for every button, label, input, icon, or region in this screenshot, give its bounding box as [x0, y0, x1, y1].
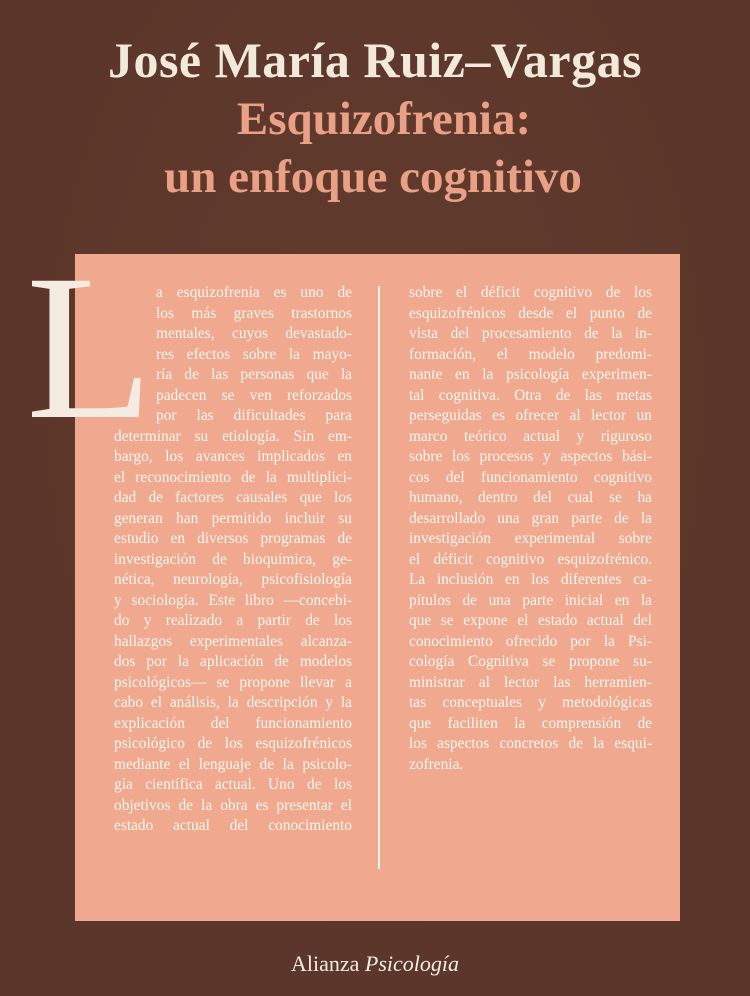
blurb-line: zofrenia. — [409, 755, 464, 773]
blurb-line: investigación experimental sobre — [409, 530, 652, 547]
blurb-line: bargo, los avances implicados en — [114, 448, 352, 465]
blurb-line: res efectos sobre la mayo- — [156, 345, 352, 363]
blurb-line: La inclusión en los diferentes ca- — [409, 571, 652, 588]
blurb-line: tal cognitiva. Otra de las metas — [409, 386, 652, 404]
blurb-line: generan han permitido incluir su — [114, 509, 352, 527]
publisher-name: Alianza — [290, 951, 360, 976]
author-name: José María Ruiz–Vargas — [107, 32, 643, 88]
blurb-column-1 — [114, 283, 352, 837]
blurb-line: marco teórico actual y riguroso — [409, 427, 652, 445]
blurb-line: investigación de bioquímica, ge- — [114, 550, 352, 568]
blurb-line: perseguidas es ofrecer al lector un — [409, 407, 652, 424]
blurb-column-2 — [409, 283, 652, 775]
blurb-line: vista del procesamiento de la in- — [409, 325, 652, 342]
blurb-line: estado actual del conocimiento — [114, 817, 352, 834]
blurb-line: sobre los procesos y aspectos bási- — [409, 448, 652, 465]
blurb-line: hallazgos experimentales alcanza- — [114, 632, 352, 650]
blurb-line: gía científica actual. Uno de los — [114, 776, 352, 793]
title-line-1: Esquizofrenia: — [236, 93, 532, 145]
blurb-line: tas conceptuales y metodológicas — [409, 694, 652, 711]
blurb-line: los aspectos concretos de la esqui- — [409, 735, 652, 752]
publisher-imprint — [0, 950, 750, 978]
blurb-line: sobre el déficit cognitivo de los — [409, 284, 652, 301]
blurb-line: humano, dentro del cual se ha — [409, 489, 652, 506]
drop-cap: L — [26, 232, 154, 462]
blurb-line: que se expone el estado actual del — [409, 612, 652, 629]
column-divider — [378, 286, 380, 869]
blurb-line: dad de factores causales que los — [114, 489, 352, 506]
title-line-2: un enfoque cognitivo — [164, 151, 582, 203]
blurb-line: psicológicos— se propone llevar a — [114, 673, 352, 691]
blurb-line: desarrollado una gran parte de la — [409, 509, 652, 527]
blurb-line: el reconocimiento de la multiplici- — [114, 468, 352, 486]
blurb-line: el déficit cognitivo esquizofrénico. — [409, 550, 652, 568]
blurb-line: cabo el análisis, la descripción y la — [114, 694, 352, 711]
blurb-line: padecen se ven reforzados — [156, 386, 352, 404]
blurb-line: que faciliten la comprensión de — [409, 714, 652, 732]
blurb-line: mentales, cuyos devastado- — [156, 325, 352, 342]
blurb-line: a esquizofrenia es uno de — [156, 284, 352, 301]
blurb-line: dos por la aplicación de modelos — [114, 653, 352, 670]
publisher-series: Psicología — [364, 951, 459, 976]
blurb-line: conocimiento ofrecido por la Psi- — [409, 632, 652, 650]
blurb-line: explicación del funcionamiento — [114, 714, 352, 732]
blurb-line: ría de las personas que la — [156, 366, 352, 383]
blurb-line: cología Cognitiva se propone su- — [409, 653, 652, 670]
blurb-line: ministrar al lector las herramien- — [409, 673, 652, 691]
blurb-line: formación, el modelo predomi- — [409, 345, 652, 363]
blurb-line: y sociología. Este libro —concebi- — [114, 591, 352, 609]
blurb-line: cos del funcionamiento cognitivo — [409, 468, 652, 486]
blurb-line: determinar su etiología. Sin em- — [114, 427, 352, 445]
blurb-line: mediante el lenguaje de la psicolo- — [114, 755, 352, 773]
blurb-line: esquizofrénicos desde el punto de — [409, 304, 652, 322]
blurb-line: nética, neurología, psicofisiología — [114, 571, 352, 588]
blurb-line: por las dificultades para — [156, 407, 352, 424]
blurb-line: estudio en diversos programas de — [114, 530, 352, 547]
blurb-line: los más graves trastornos — [156, 304, 352, 322]
blurb-line: psicológico de los esquizofrénicos — [114, 735, 352, 752]
blurb-line: pítulos de una parte inicial en la — [409, 591, 652, 609]
blurb-line: do y realizado a partir de los — [114, 612, 352, 629]
blurb-line: objetivos de la obra es presentar el — [114, 796, 352, 814]
blurb-line: nante en la psicología experimen- — [409, 366, 652, 383]
